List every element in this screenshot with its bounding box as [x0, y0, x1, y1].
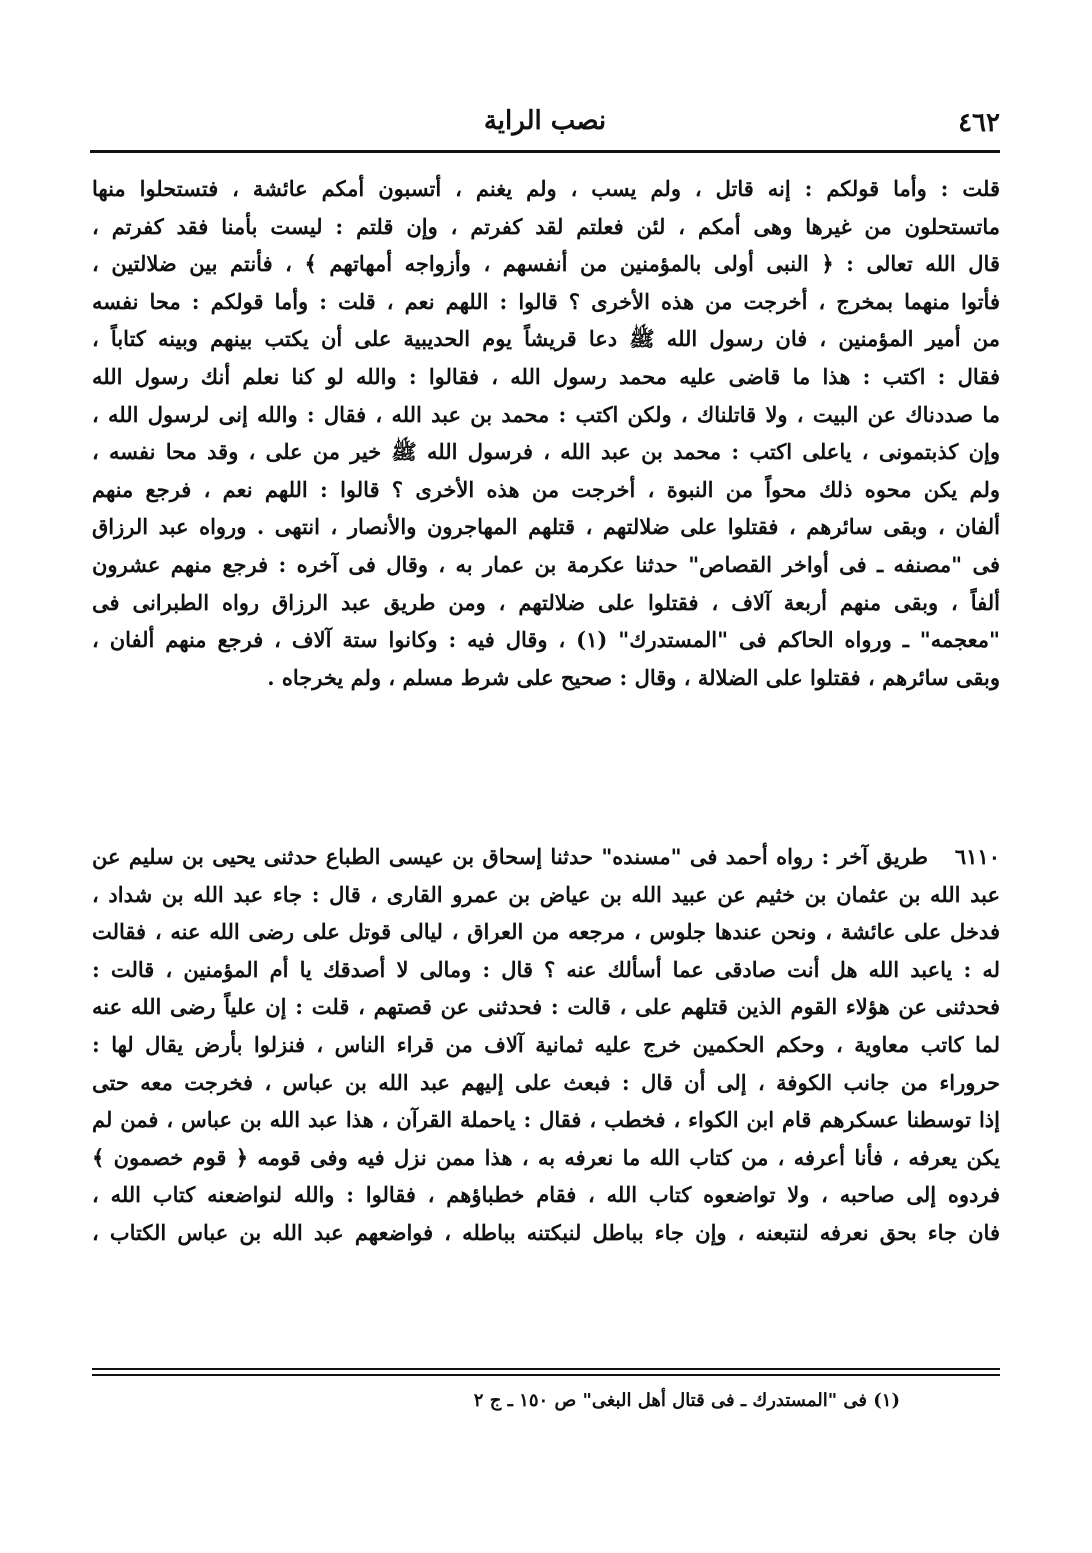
text-line: فان جاء بحق نعرفه لنتبعنه ، وإن جاء بباطل لنبكتنه بباطله ، فواضعهم عبد الله بن عباس الكتاب ،: [92, 1219, 1000, 1245]
hadith-block: [92, 838, 1000, 1252]
text-line: ما صددناك عن البيت ، ولا قاتلناك ، ولكن اكتب : محمد بن عبد الله ، فقال : والله إنى لرسول الله ،: [92, 401, 1000, 427]
footnote: (١) فى "المستدرك ـ فى قتال أهل البغى" ص ١٥٠ ـ ج ٢: [473, 1390, 900, 1411]
text-line: ألفان ، وبقى سائرهم ، فقتلوا على ضلالتهم ، قتلهم المهاجرون والأنصار ، انتهى . ورواه عبد الرزاق: [92, 514, 1000, 540]
hadith-number: ٦١١٠: [954, 844, 1000, 869]
running-title: نصب الراية: [483, 106, 607, 136]
hadith-first-line: [92, 838, 1000, 876]
footnote-divider-top: [92, 1368, 1000, 1370]
text-line: فردوه إلى صاحبه ، ولا تواضعوه كتاب الله ، فقام خطباؤهم ، فقالوا : والله لنواضعنه كتاب الله ،: [92, 1182, 1000, 1208]
text-line: وبقى سائرهم ، فقتلوا على الضلالة ، وقال : صحيح على شرط مسلم ، ولم يخرجاه .: [267, 664, 1000, 690]
header-divider: [90, 150, 1000, 153]
text-line: قلت : وأما قولكم : إنه قاتل ، ولم يسب ، ولم يغنم ، أتسبون أمكم عائشة ، فتستحلوا منها: [92, 176, 1000, 201]
text-line: ماتستحلون من غيرها وهى أمكم ، لئن فعلتم لقد كفرتم ، وإن قلتم : ليست بأمنا فقد كفرتم ،: [92, 213, 1000, 239]
page-header: [90, 100, 1000, 144]
text-line: وإن كذبتمونى ، ياعلى اكتب : محمد بن عبد الله ، فرسول الله ﷺ خير من على ، وقد محا نفسه ،: [92, 439, 1000, 465]
text-line: طريق آخر : رواه أحمد فى "مسنده" حدثنا إسحاق بن عيسى الطباع حدثنى يحيى بن سليم عن: [92, 844, 928, 869]
text-line: قال الله تعالى : ﴿ النبى أولى بالمؤمنين من أنفسهم ، وأزواجه أمهاتهم ﴾ ، فأنتم بين ضلالتين ،: [92, 251, 1000, 277]
text-line: فقال : اكتب : هذا ما قاضى عليه محمد رسول الله ، فقالوا : والله لو كنا نعلم أنك رسول الله: [92, 363, 1000, 389]
text-line: لما كاتب معاوية ، وحكم الحكمين خرج عليه ثمانية آلاف من قراء الناس ، فنزلوا بأرض يقال لها :: [92, 1031, 1000, 1057]
text-line: فحدثنى عن هؤلاء القوم الذين قتلهم على ، قالت : فحدثنى عن قصتهم ، قلت : إن علياً رضى الله عنه: [92, 994, 1000, 1020]
text-line: فأتوا منهما بمخرج ، أخرجت من هذه الأخرى ؟ قالوا : اللهم نعم ، قلت : وأما قولكم : محا نفسه: [92, 288, 1000, 314]
text-line: فى "مصنفه ـ فى أواخر القصاص" حدثنا عكرمة بن عمار به ، وقال فى آخره : فرجع منهم عشرون: [92, 551, 1000, 577]
page-number: ٤٦٢: [958, 108, 1000, 138]
text-line: فدخل على عائشة ، ونحن عندها جلوس ، مرجعه من العراق ، ليالى قوتل على رضى الله عنه ، فقالت: [92, 919, 1000, 945]
text-line: "معجمه" ـ ورواه الحاكم فى "المستدرك" (١) ، وقال فيه : وكانوا ستة آلاف ، فرجع منهم ألفان ،: [92, 627, 1000, 653]
text-line: عبد الله بن عثمان بن خثيم عن عبيد الله بن عياض بن عمرو القارى ، قال : جاء عبد الله بن شداد ،: [92, 881, 1000, 907]
text-line: يكن يعرفه ، فأنا أعرفه ، من كتاب الله ما نعرفه به ، هذا ممن نزل فيه وفى قومه ﴿ قوم خصمون ﴾: [92, 1144, 1000, 1170]
footnote-divider-bottom: [92, 1374, 1000, 1376]
main-text-block: [92, 170, 1000, 696]
text-line: ولم يكن محوه ذلك محواً من النبوة ، أخرجت من هذه الأخرى ؟ قالوا : اللهم نعم ، فرجع منهم: [92, 476, 1000, 502]
text-line: من أمير المؤمنين ، فان رسول الله ﷺ دعا قريشاً يوم الحديبية على أن يكتب بينهم وبينه كتاباً ،: [92, 326, 1000, 352]
text-line: إذا توسطنا عسكرهم قام ابن الكواء ، فخطب ، فقال : ياحملة القرآن ، هذا عبد الله بن عباس ، فمن لم: [92, 1107, 1000, 1133]
text-line: له : ياعبد الله هل أنت صادقى عما أسألك عنه ؟ قال : ومالى لا أصدقك يا أم المؤمنين ، قالت :: [92, 956, 1000, 982]
text-line: حروراء من جانب الكوفة ، إلى أن قال : فبعث على إليهم عبد الله بن عباس ، فخرجت معه حتى: [92, 1069, 1000, 1095]
text-line: ألفاً ، وبقى منهم أربعة آلاف ، فقتلوا على ضلالتهم ، ومن طريق عبد الرزاق رواه الطبرانى فى: [92, 589, 1000, 615]
